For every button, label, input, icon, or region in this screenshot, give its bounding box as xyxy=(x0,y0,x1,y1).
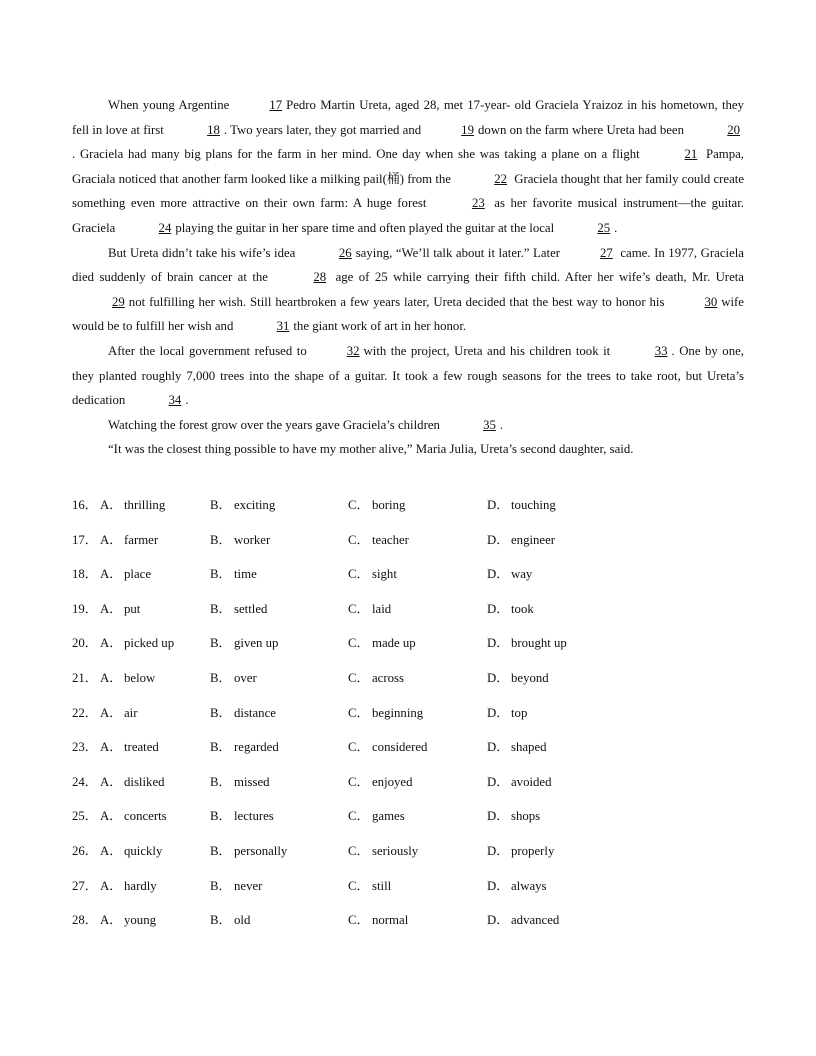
question-number: 16． xyxy=(72,498,98,512)
answer-blank: 18 xyxy=(207,122,220,137)
question-number: 26． xyxy=(72,843,98,858)
option-letter: A． xyxy=(100,843,123,858)
answer-blank: 19 xyxy=(461,122,474,137)
option-letter: D． xyxy=(487,913,510,928)
passage-text: But Ureta didn’t take his wife’s idea xyxy=(108,245,299,260)
option-d xyxy=(487,666,549,690)
question-number: 21． xyxy=(72,670,98,685)
option-d xyxy=(487,597,534,621)
option-b xyxy=(210,701,276,725)
option-c xyxy=(348,839,418,863)
option-b xyxy=(210,597,267,621)
option-letter: B． xyxy=(210,498,232,512)
question-number: 27． xyxy=(72,878,98,893)
option-letter: B． xyxy=(210,774,232,789)
option-text: shaped xyxy=(511,740,547,755)
answer-blank: 28 xyxy=(313,270,327,285)
option-text: games xyxy=(372,809,405,824)
option-text: beginning xyxy=(372,705,424,720)
option-c xyxy=(348,908,408,932)
passage-text: . xyxy=(185,393,189,408)
option-letter: C． xyxy=(348,774,370,789)
option-letter: D． xyxy=(487,532,510,547)
option-text: across xyxy=(372,670,404,685)
option-c xyxy=(348,562,397,586)
question-row xyxy=(72,804,744,839)
option-c xyxy=(348,804,405,828)
option-text: given up xyxy=(234,636,279,651)
option-letter: D． xyxy=(487,705,510,720)
option-text: engineer xyxy=(511,532,556,547)
option-letter: C． xyxy=(348,843,370,858)
option-text: brought up xyxy=(511,636,567,651)
option-text: sight xyxy=(372,567,397,582)
option-text: lectures xyxy=(234,809,274,824)
option-d xyxy=(487,562,532,586)
passage-text: . Graciela had many big plans for the farm in her mind. One day when she was taking a plane on a flight xyxy=(72,147,645,162)
answer-blank: 21 xyxy=(684,147,698,162)
option-letter: B． xyxy=(210,532,232,547)
option-letter: C． xyxy=(348,670,370,685)
option-a xyxy=(100,874,157,898)
option-b xyxy=(210,804,274,828)
passage-text: saying, “We’ll talk about it later.” Later xyxy=(355,245,561,260)
passage-text: wife would be to fulfill her wish and xyxy=(72,294,744,334)
question-row xyxy=(72,770,744,805)
question-number: 28． xyxy=(72,913,98,928)
option-text: treated xyxy=(124,740,159,755)
option-a xyxy=(100,735,159,759)
answer-blank: 22 xyxy=(494,171,507,186)
option-text: took xyxy=(511,601,534,616)
option-b xyxy=(210,770,270,794)
option-text: old xyxy=(234,913,251,928)
option-b xyxy=(210,874,262,898)
question-number: 24． xyxy=(72,774,98,789)
question-row xyxy=(72,493,744,528)
option-b xyxy=(210,562,257,586)
option-letter: C． xyxy=(348,636,370,651)
option-c xyxy=(348,874,391,898)
option-c xyxy=(348,631,416,655)
answer-blank: 27 xyxy=(600,245,613,260)
answer-blank: 32 xyxy=(346,343,360,358)
option-b xyxy=(210,528,270,552)
option-text: place xyxy=(124,567,151,582)
option-letter: A． xyxy=(100,913,123,928)
option-d xyxy=(487,839,554,863)
option-letter: D． xyxy=(487,809,510,824)
option-d xyxy=(487,701,527,725)
option-letter: B． xyxy=(210,913,232,928)
option-letter: D． xyxy=(487,843,510,858)
passage-text: the giant work of art in her honor. xyxy=(293,319,467,334)
answer-blank: 26 xyxy=(338,245,352,260)
option-d xyxy=(487,804,540,828)
question-number: 20． xyxy=(72,636,98,651)
option-letter: A． xyxy=(100,740,123,755)
option-text: over xyxy=(234,670,257,685)
option-d xyxy=(487,874,547,898)
option-letter: D． xyxy=(487,740,510,755)
option-text: considered xyxy=(372,740,428,755)
option-letter: B． xyxy=(210,601,232,616)
option-text: normal xyxy=(372,913,409,928)
passage-text: Pampa, Graciala noticed that another farm looked like a milking pail(桶) from the xyxy=(72,147,745,186)
option-text: missed xyxy=(234,774,270,789)
option-letter: B． xyxy=(210,740,232,755)
question-row xyxy=(72,908,744,943)
option-letter: D． xyxy=(487,601,510,616)
passage-text: . Two years later, they got married and xyxy=(223,122,422,137)
option-text: seriously xyxy=(372,843,419,858)
option-letter: D． xyxy=(487,636,510,651)
option-c xyxy=(348,735,427,759)
passage-text: down on the farm where Ureta had been xyxy=(477,122,688,137)
question-row xyxy=(72,874,744,909)
option-text: air xyxy=(124,705,138,720)
passage-text: . xyxy=(499,417,504,432)
option-letter: A． xyxy=(100,878,123,893)
passage-paragraph xyxy=(72,241,744,339)
option-text: never xyxy=(234,878,263,893)
option-b xyxy=(210,666,257,690)
option-text: made up xyxy=(372,636,416,651)
option-text: always xyxy=(511,878,547,893)
option-letter: C． xyxy=(348,601,370,616)
option-d xyxy=(487,908,559,932)
option-text: young xyxy=(124,913,156,928)
option-letter: A． xyxy=(100,567,123,582)
option-letter: A． xyxy=(100,670,123,685)
passage-paragraph xyxy=(72,339,744,413)
question-row xyxy=(72,528,744,563)
passage-paragraph xyxy=(72,413,744,438)
option-text: beyond xyxy=(511,670,549,685)
option-text: exciting xyxy=(234,498,276,512)
option-text: below xyxy=(124,670,156,685)
passage-text: “It was the closest thing possible to have my mother alive,” Maria Julia, Ureta’s second daughter, said. xyxy=(108,442,634,457)
option-b xyxy=(210,493,275,517)
passage-text: not fulfilling her wish. Still heartbroken a few years later, Ureta decided that the best way to honor his xyxy=(128,294,665,309)
option-d xyxy=(487,735,547,759)
passage-text: Pedro Martin Ureta, aged 28, met 17-year- old Graciela Yraizoz in his hometown, they fell in love at first xyxy=(72,98,744,137)
passage-text: Watching the forest grow over the years gave Graciela’s children xyxy=(108,417,444,432)
passage-text: as her favorite musical instrument—the guitar. Graciela xyxy=(72,196,744,235)
question-row xyxy=(72,735,744,770)
passage-text: Graciela thought that her family could create something even more attractive on their own farm: A huge forest xyxy=(72,171,745,211)
question-number: 23． xyxy=(72,740,98,755)
option-text: enjoyed xyxy=(372,774,413,789)
option-c xyxy=(348,597,391,621)
question-row xyxy=(72,597,744,632)
option-text: picked up xyxy=(124,636,175,651)
option-text: distance xyxy=(234,705,276,720)
question-number: 19． xyxy=(72,601,98,616)
option-text: concerts xyxy=(124,809,167,824)
passage-paragraph xyxy=(72,437,744,462)
question-row xyxy=(72,701,744,736)
option-text: avoided xyxy=(511,774,552,789)
option-letter: D． xyxy=(487,498,510,512)
option-text: quickly xyxy=(124,843,163,858)
option-b xyxy=(210,735,279,759)
option-b xyxy=(210,631,278,655)
option-letter: B． xyxy=(210,705,232,720)
question-list xyxy=(72,493,744,943)
question-number: 25． xyxy=(72,809,98,824)
option-letter: D． xyxy=(487,878,510,893)
passage-text: When young Argentine xyxy=(108,98,230,112)
option-text: hardly xyxy=(124,878,157,893)
option-text: personally xyxy=(234,843,288,858)
option-letter: D． xyxy=(487,670,510,685)
option-letter: A． xyxy=(100,636,123,651)
option-letter: D． xyxy=(487,567,510,582)
answer-blank: 17 xyxy=(269,98,283,112)
option-text: settled xyxy=(234,601,268,616)
option-text: farmer xyxy=(124,532,159,547)
option-text: teacher xyxy=(372,532,409,547)
option-a xyxy=(100,701,138,725)
option-letter: B． xyxy=(210,843,232,858)
option-d xyxy=(487,770,552,794)
question-number: 17． xyxy=(72,532,98,547)
option-c xyxy=(348,493,405,517)
passage-text: . xyxy=(614,220,618,235)
option-a xyxy=(100,493,165,517)
question-row xyxy=(72,666,744,701)
option-letter: A． xyxy=(100,532,123,547)
option-text: properly xyxy=(511,843,555,858)
option-b xyxy=(210,908,250,932)
answer-blank: 25 xyxy=(597,220,611,235)
question-number: 18． xyxy=(72,567,98,582)
passage-text: with the project, Ureta and his children took it xyxy=(363,343,615,358)
question-row xyxy=(72,839,744,874)
answer-blank: 30 xyxy=(704,294,718,309)
option-letter: B． xyxy=(210,636,232,651)
answer-blank: 35 xyxy=(483,417,496,432)
option-c xyxy=(348,770,413,794)
option-letter: C． xyxy=(348,809,370,824)
option-a xyxy=(100,770,165,794)
option-text: still xyxy=(372,878,392,893)
option-letter: C． xyxy=(348,913,370,928)
passage-paragraph xyxy=(72,93,744,241)
passage-text: . One by one, they planted roughly 7,000 trees into the shape of a guitar. It took a few rough seasons for the trees to take root, but Ureta’s dedication xyxy=(72,343,744,408)
option-letter: A． xyxy=(100,774,123,789)
passage-text: After the local government refused to xyxy=(108,343,307,358)
option-letter: B． xyxy=(210,878,232,893)
question-row xyxy=(72,562,744,597)
option-letter: B． xyxy=(210,567,232,582)
option-text: worker xyxy=(234,532,271,547)
passage-text: age of 25 while carrying their fifth child. After her wife’s death, Mr. Ureta xyxy=(330,270,744,285)
answer-blank: 24 xyxy=(158,220,172,235)
answer-blank: 20 xyxy=(727,122,741,137)
option-text: top xyxy=(511,705,528,720)
option-text: way xyxy=(511,567,533,582)
answer-blank: 34 xyxy=(168,393,182,408)
question-number: 22． xyxy=(72,705,98,720)
option-text: touching xyxy=(511,498,556,512)
option-a xyxy=(100,631,174,655)
cloze-passage xyxy=(72,93,744,462)
option-text: advanced xyxy=(511,913,560,928)
option-d xyxy=(487,528,555,552)
question-row xyxy=(72,631,744,666)
option-text: regarded xyxy=(234,740,279,755)
option-letter: A． xyxy=(100,705,123,720)
option-letter: C． xyxy=(348,878,370,893)
answer-blank: 33 xyxy=(654,343,668,358)
option-c xyxy=(348,701,423,725)
option-a xyxy=(100,528,158,552)
option-letter: A． xyxy=(100,601,123,616)
option-text: disliked xyxy=(124,774,165,789)
option-letter: A． xyxy=(100,809,123,824)
option-d xyxy=(487,631,567,655)
option-text: thrilling xyxy=(124,498,166,512)
option-a xyxy=(100,839,162,863)
option-letter: C． xyxy=(348,705,370,720)
option-letter: C． xyxy=(348,532,370,547)
passage-text: playing the guitar in her spare time and often played the guitar at the local xyxy=(175,220,558,235)
option-text: shops xyxy=(511,809,541,824)
option-letter: B． xyxy=(210,670,232,685)
option-c xyxy=(348,666,404,690)
option-a xyxy=(100,804,167,828)
answer-blank: 29 xyxy=(112,294,125,309)
answer-blank: 23 xyxy=(471,196,485,211)
option-b xyxy=(210,839,287,863)
answer-blank: 31 xyxy=(276,319,290,334)
option-a xyxy=(100,562,151,586)
option-a xyxy=(100,908,156,932)
option-letter: D． xyxy=(487,774,510,789)
option-text: laid xyxy=(372,601,392,616)
option-text: time xyxy=(234,567,257,582)
option-letter: C． xyxy=(348,498,370,512)
option-text: put xyxy=(124,601,141,616)
option-c xyxy=(348,528,409,552)
option-letter: B． xyxy=(210,809,232,824)
option-a xyxy=(100,597,140,621)
option-a xyxy=(100,666,155,690)
option-text: boring xyxy=(372,498,406,512)
passage-text: came. In 1977, Graciela died suddenly of brain cancer at the xyxy=(72,245,744,285)
option-letter: C． xyxy=(348,567,370,582)
option-letter: C． xyxy=(348,740,370,755)
option-letter: A． xyxy=(100,498,123,512)
option-d xyxy=(487,493,556,517)
